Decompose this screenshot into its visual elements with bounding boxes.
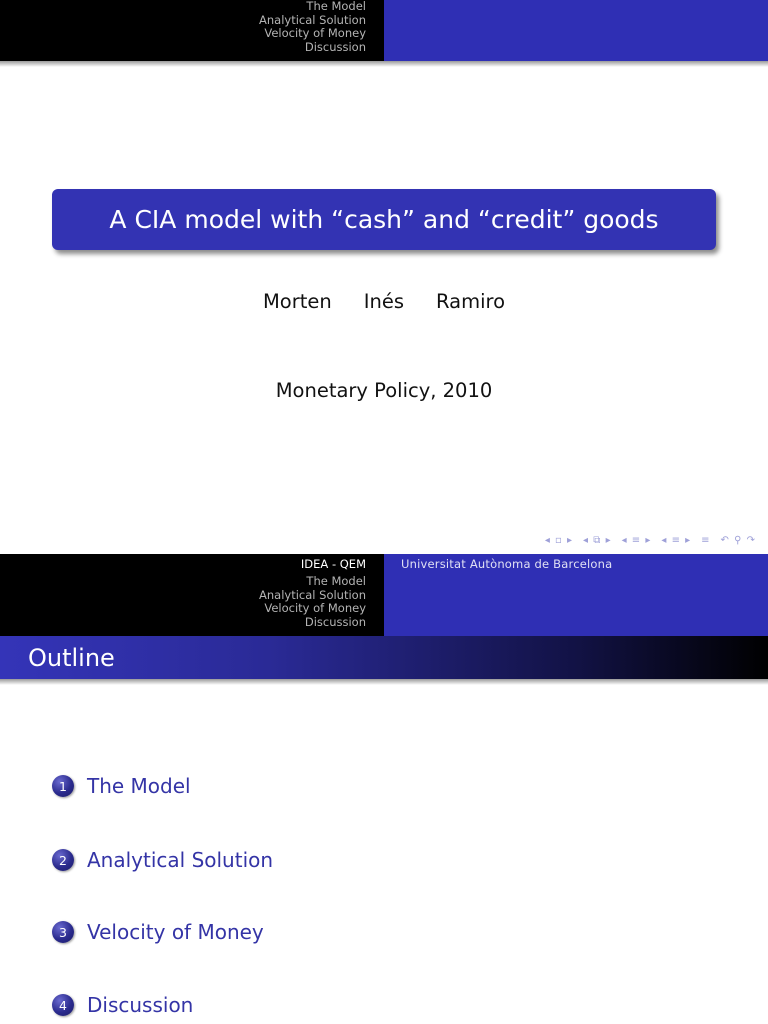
authors xyxy=(0,290,768,313)
toc-label[interactable]: The Model xyxy=(87,774,191,798)
header-right-panel xyxy=(384,0,768,61)
presentation-date: Monetary Policy, 2010 xyxy=(275,379,493,402)
outline-slide xyxy=(0,554,768,1024)
presentation-title-box xyxy=(52,189,716,250)
toc-item-discussion[interactable] xyxy=(52,993,193,1017)
section-link-analytical[interactable]: Analytical Solution xyxy=(259,587,366,602)
header-right-panel xyxy=(384,554,768,636)
toc-number-ball: 3 xyxy=(52,921,74,943)
slide-header xyxy=(0,554,768,636)
nav-toc-icon[interactable]: ≡ xyxy=(701,535,711,546)
header-left-panel xyxy=(0,554,384,636)
section-link-discussion[interactable]: Discussion xyxy=(304,39,366,54)
section-link-analytical[interactable]: Analytical Solution xyxy=(259,12,366,27)
section-nav xyxy=(259,0,366,54)
toc-item-velocity[interactable] xyxy=(52,920,264,944)
author-name: Morten xyxy=(262,290,332,313)
author-name: Inés xyxy=(363,290,405,313)
nav-frame-icon[interactable]: ◂ ⧉ ▸ xyxy=(583,535,612,546)
toc-label[interactable]: Analytical Solution xyxy=(87,848,274,872)
toc-label[interactable]: Discussion xyxy=(87,993,194,1017)
toc-number-ball: 1 xyxy=(52,775,74,797)
section-link-discussion[interactable]: Discussion xyxy=(304,614,366,629)
toc-item-model[interactable] xyxy=(52,774,191,798)
header-shadow xyxy=(0,61,768,67)
toc-item-analytical[interactable] xyxy=(52,848,273,872)
frame-title: Outline xyxy=(28,643,115,672)
beamer-navigation xyxy=(541,535,760,546)
section-nav xyxy=(259,575,366,629)
toc-number-ball: 2 xyxy=(52,849,74,871)
nav-first-icon[interactable]: ◂ ▫ ▸ xyxy=(544,535,574,546)
presentation-title: A CIA model with “cash” and “credit” goods xyxy=(109,205,659,234)
section-link-velocity[interactable]: Velocity of Money xyxy=(264,26,366,41)
institute-label: IDEA - QEM xyxy=(300,557,366,571)
section-link-model[interactable]: The Model xyxy=(306,574,366,588)
author-name: Ramiro xyxy=(436,290,506,313)
section-link-velocity[interactable]: Velocity of Money xyxy=(264,601,366,616)
frame-title-bar xyxy=(0,636,768,679)
nav-section-icon[interactable]: ◂ ≡ ▸ xyxy=(661,535,692,546)
slide-header xyxy=(0,0,768,61)
toc-label[interactable]: Velocity of Money xyxy=(87,920,264,944)
university-label: Universitat Autònoma de Barcelona xyxy=(401,557,613,571)
header-left-panel xyxy=(0,0,384,61)
nav-search-icon[interactable]: ↶ ⚲ ↷ xyxy=(720,535,756,546)
toc-number-ball: 4 xyxy=(52,994,74,1016)
frame-title-shadow xyxy=(0,679,768,685)
section-link-model[interactable]: The Model xyxy=(306,0,366,13)
nav-subsection-icon[interactable]: ◂ ≡ ▸ xyxy=(621,535,652,546)
